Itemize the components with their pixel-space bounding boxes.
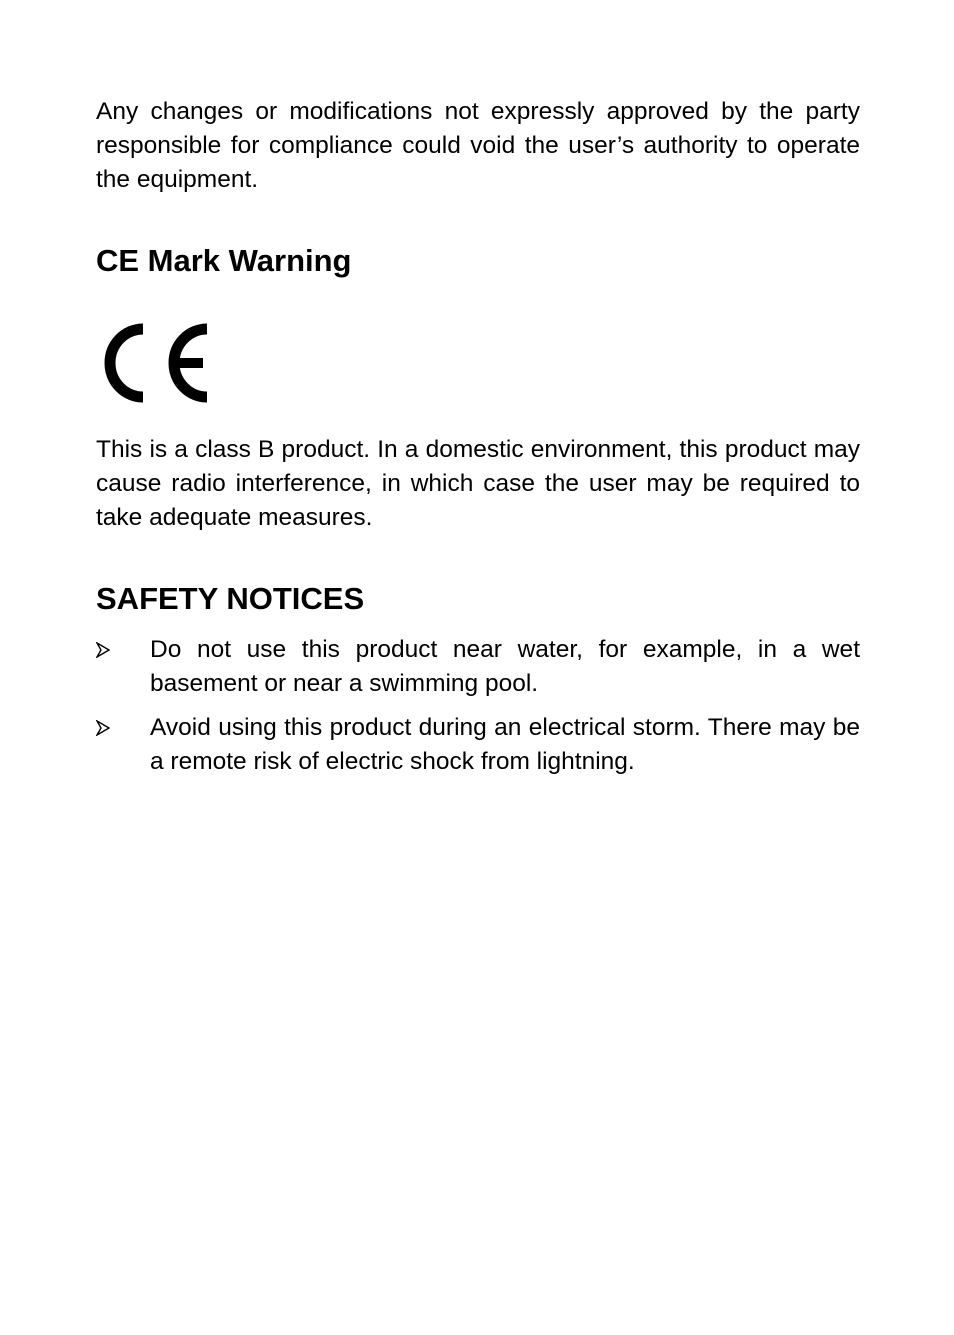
safety-notices-heading: SAFETY NOTICES [96,581,365,616]
safety-notice-text: Do not use this product near water, for example, in a wet basement or near a swimming pool. [150,636,860,697]
document-page [96,95,860,789]
class-b-paragraph: This is a class B product. In a domestic environment, this product may cause radio interference, in which case the user may be required to take adequate measures. [96,436,860,531]
safety-notice-text: Avoid using this product during an electrical storm. There may be a remote risk of electric shock from lightning. [150,714,860,775]
arrowhead-bullet-icon [96,720,110,736]
compliance-paragraph: Any changes or modifications not expressly approved by the party responsible for compliance could void the user’s authority to operate the equipment. [96,98,860,193]
list-item [96,633,860,701]
ce-mark-icon [96,319,208,407]
ce-mark-heading: CE Mark Warning [96,243,352,278]
arrowhead-bullet-icon [96,642,110,658]
list-item [96,711,860,779]
safety-notices-list [96,633,860,779]
